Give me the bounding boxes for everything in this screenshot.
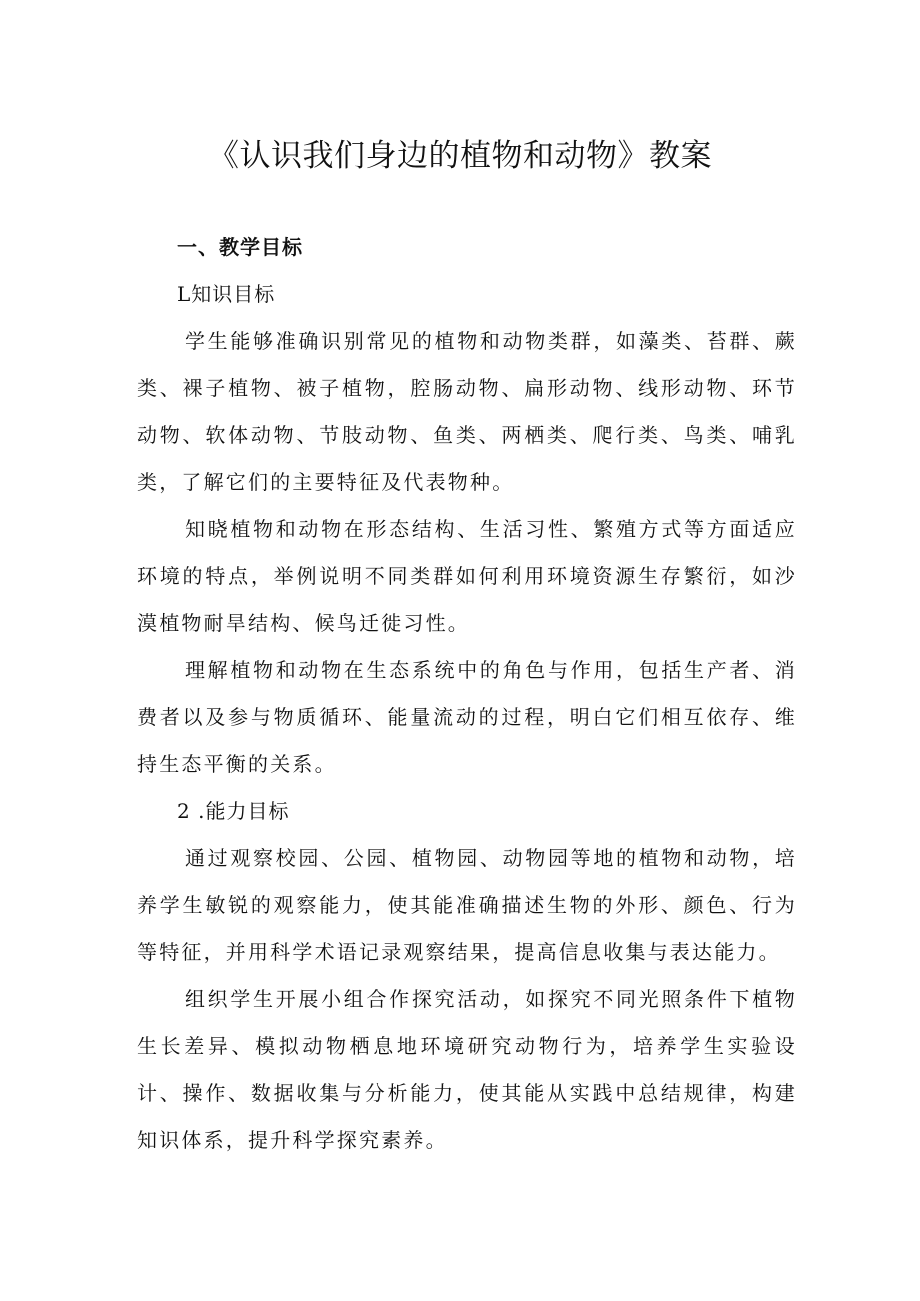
subsection-heading-knowledge-goals: L知识目标 — [177, 282, 276, 306]
document-title: 《认识我们身边的植物和动物》教案 — [208, 138, 712, 174]
paragraph: 知晓植物和动物在形态结构、生活习性、繁殖方式等方面适应环境的特点，举例说明不同类群如何利用环境资源生存繁衍，如沙漠植物耐旱结构、候鸟迁徙习性。 — [137, 517, 797, 635]
paragraph: 组织学生开展小组合作探究活动，如探究不同光照条件下植物生长差异、模拟动物栖息地环境研究动物行为，培养学生实验设计、操作、数据收集与分析能力，使其能从实践中总结规律，构建知识体系，提升科学探究素养。 — [137, 987, 797, 1152]
subsection-heading-ability-goals: 2 .能力目标 — [177, 799, 290, 823]
paragraph: 通过观察校园、公园、植物园、动物园等地的植物和动物，培养学生敏锐的观察能力，使其能准确描述生物的外形、颜色、行为等特征，并用科学术语记录观察结果，提高信息收集与表达能力。 — [137, 846, 797, 964]
document-body — [137, 224, 797, 1164]
section-heading-teaching-goals: 一、教学目标 — [177, 235, 303, 259]
paragraph: 学生能够准确识别常见的植物和动物类群，如藻类、苔群、蕨类、裸子植物、被子植物，腔肠动物、扁形动物、线形动物、环节动物、软体动物、节肢动物、鱼类、两栖类、爬行类、鸟类、哺乳类，了解它们的主要特征及代表物种。 — [137, 329, 797, 494]
paragraph: 理解植物和动物在生态系统中的角色与作用，包括生产者、消费者以及参与物质循环、能量流动的过程，明白它们相互依存、维持生态平衡的关系。 — [137, 658, 797, 776]
